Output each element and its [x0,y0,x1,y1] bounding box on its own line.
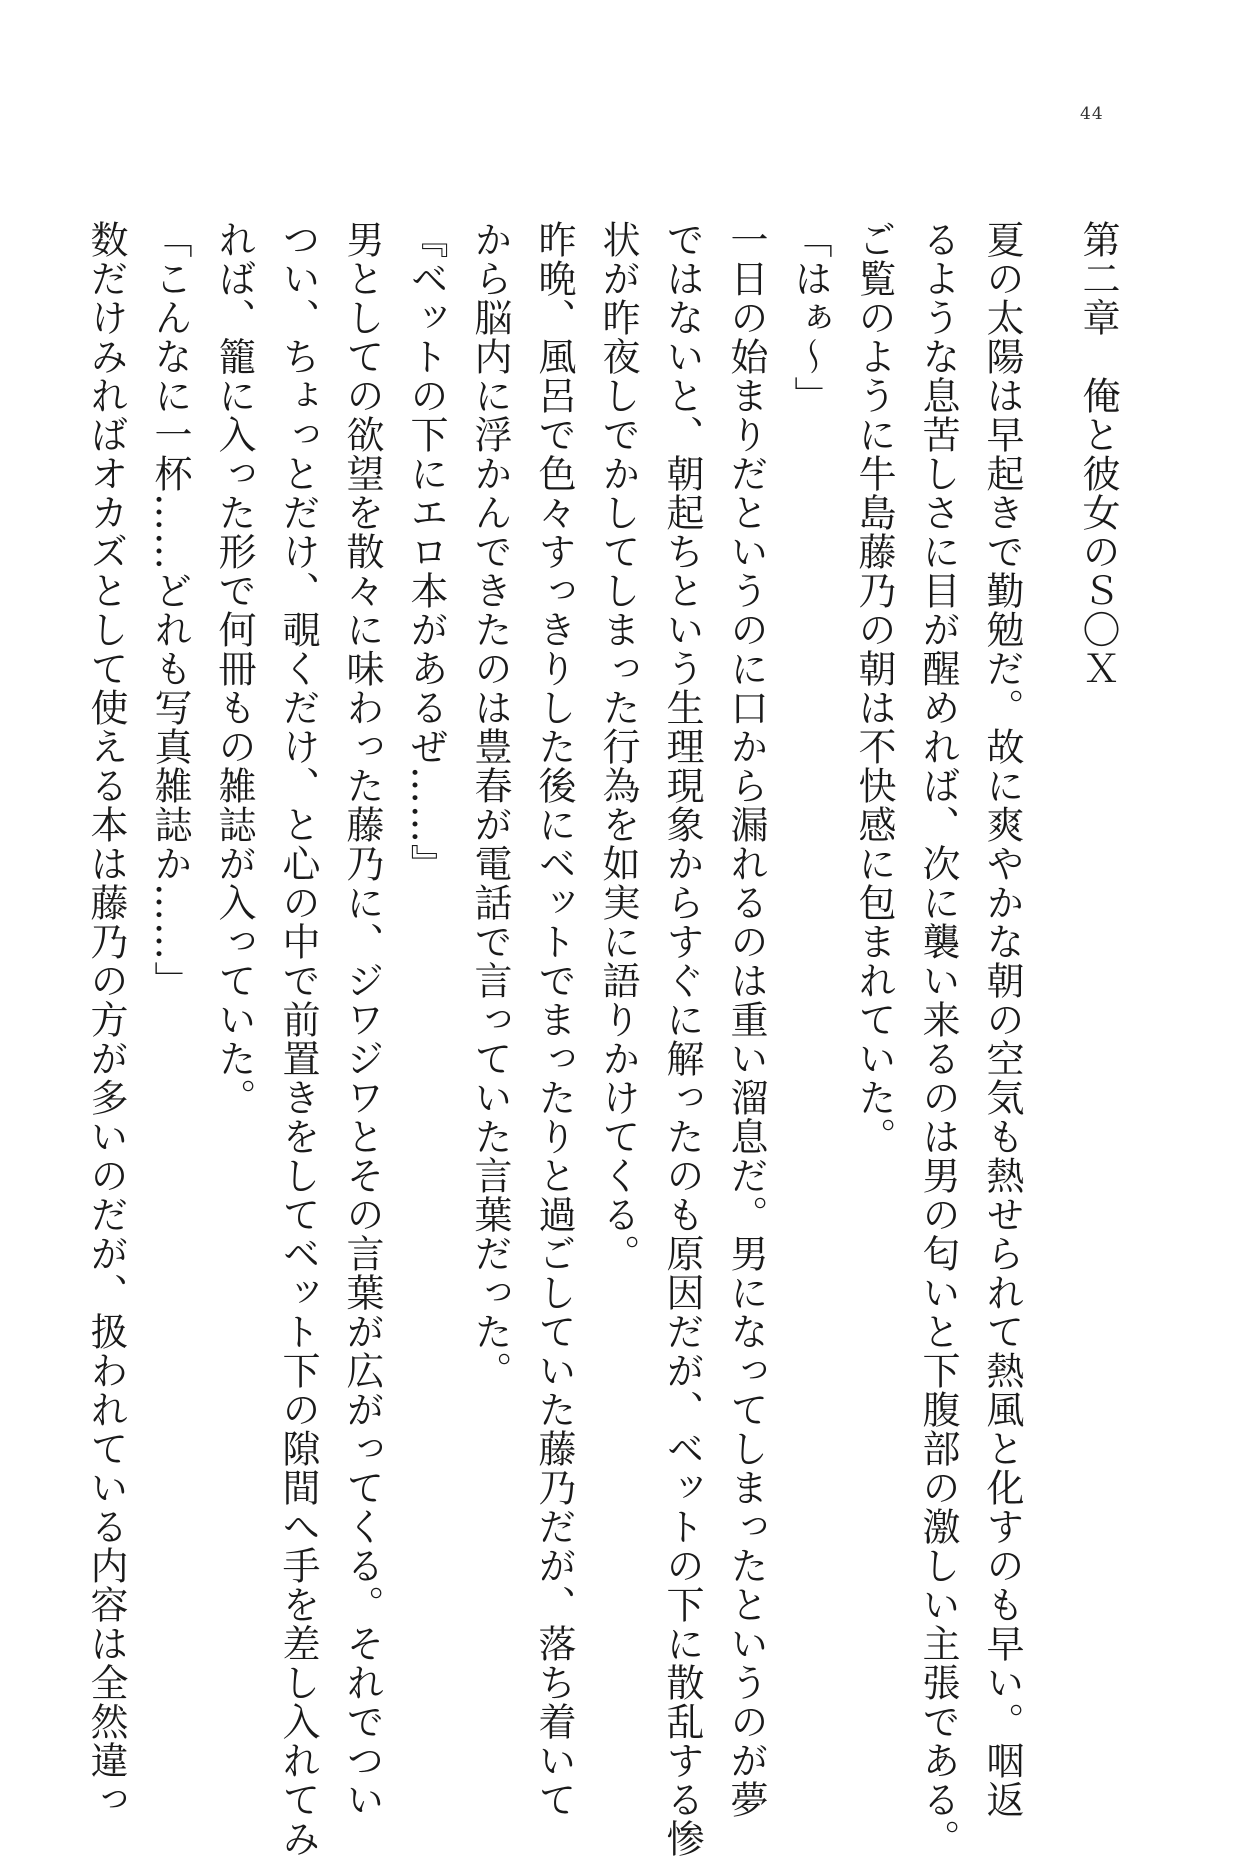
body-line: 『ベットの下にエロ本があるぜ……』 [404,220,448,883]
body-line: つい、ちょっとだけ、覗くだけ、と心の中で前置きをしてベット下の隙間へ手を差し入れてみ [276,220,320,1858]
page-number: 44 [1080,104,1104,124]
body-line: るような息苦しさに目が醒めれば、次に襲い来るのは男の匂いと下腹部の激しい主張である。 [916,220,960,1858]
body-line: 数だけみればオカズとして使える本は藤乃の方が多いのだが、扱われている内容は全然違っ [84,220,128,1819]
body-line: ではないと、朝起ちという生理現象からすぐに解ったのも原因だが、ベットの下に散乱する惨 [660,220,704,1858]
body-line: 男としての欲望を散々に味わった藤乃に、ジワジワとその言葉が広がってくる。それでつい [340,220,384,1819]
body-line: れば、籠に入った形で何冊もの雑誌が入っていた。 [212,220,256,1117]
title-spacer [1034,220,1066,1710]
body-line: 一日の始まりだというのに口から漏れるのは重い溜息だ。男になってしまったというのが夢 [724,220,768,1819]
vertical-text-block [84,220,1130,1858]
body-line: 夏の太陽は早起きで勤勉だ。故に爽やかな朝の空気も熱せられて熱風と化すのも早い。咽返 [980,220,1024,1819]
body-line: から脳内に浮かんできたのは豊春が電話で言っていた言葉だった。 [468,220,512,1390]
body-line: 状が昨夜しでかしてしまった行為を如実に語りかけてくる。 [596,220,640,1273]
body-line: 「はぁ～」 [788,220,832,415]
body-line: 「こんなに一杯……どれも写真雑誌か……」 [148,220,192,1000]
chapter-title: 第二章 俺と彼女のＳ〇Ｘ [1076,220,1120,688]
body-line: 昨晩、風呂で色々すっきりした後にベットでまったりと過ごしていた藤乃だが、落ち着いて [532,220,576,1819]
body-line: ご覧のように牛島藤乃の朝は不快感に包まれていた。 [852,220,896,1156]
